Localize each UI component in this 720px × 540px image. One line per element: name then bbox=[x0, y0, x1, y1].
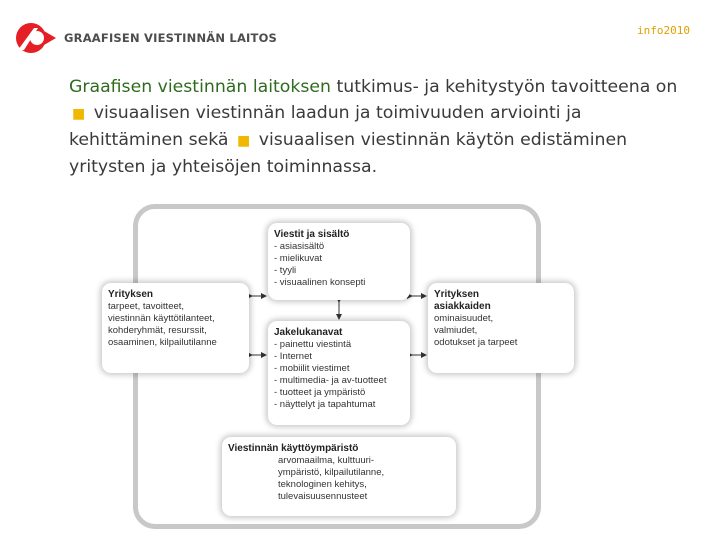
box-environment-line: teknologinen kehitys, bbox=[278, 479, 367, 490]
logo-text: GRAAFISEN VIESTINNÄN LAITOS bbox=[64, 31, 278, 45]
box-company-line: viestinnän käyttötilanteet, bbox=[108, 313, 215, 324]
box-company-line: kohderyhmät, resurssit, bbox=[108, 325, 207, 336]
box-channels-line: - näyttelyt ja tapahtumat bbox=[274, 399, 376, 410]
box-channels-line: - tuotteet ja ympäristö bbox=[274, 387, 366, 398]
bullet-icon: ■ bbox=[72, 106, 86, 122]
box-customers-title-2: asiakkaiden bbox=[434, 301, 491, 312]
bullet-icon: ■ bbox=[237, 133, 251, 149]
intro-strong: Graafisen viestinnän laitoksen bbox=[69, 77, 331, 97]
intro-text-2: visuaalisen viestinnän laadun ja toimivuuden arviointi ja kehittäminen sekä bbox=[69, 103, 582, 150]
box-channels-line: - painettu viestintä bbox=[274, 339, 352, 350]
intro-paragraph bbox=[69, 74, 699, 180]
intro-text-3: visuaalisen viestinnän käytön edistäminen yritysten ja yhteisöjen toiminnassa. bbox=[69, 130, 628, 177]
box-content-line: - asiasisältö bbox=[274, 241, 325, 252]
laitos-logo-icon bbox=[14, 20, 56, 56]
box-environment-line: tulevaisuusennusteet bbox=[278, 491, 368, 502]
box-channels-line: - multimedia- ja av-tuotteet bbox=[274, 375, 387, 386]
box-channels bbox=[268, 321, 410, 425]
box-customers-line: valmiudet, bbox=[434, 325, 478, 336]
box-channels-title: Jakelukanavat bbox=[274, 327, 343, 338]
box-company-line: tarpeet, tavoitteet, bbox=[108, 301, 185, 312]
box-environment-title: Viestinnän käyttöympäristö bbox=[228, 443, 359, 454]
box-customers-line: ominaisuudet, bbox=[434, 313, 494, 324]
box-customers bbox=[428, 283, 574, 373]
box-customers-line: odotukset ja tarpeet bbox=[434, 337, 518, 348]
box-channels-line: - Internet bbox=[274, 351, 313, 362]
box-content bbox=[268, 223, 410, 300]
box-customers-title: Yrityksen bbox=[434, 289, 480, 300]
box-environment bbox=[222, 437, 456, 516]
box-content-line: - visuaalinen konsepti bbox=[274, 277, 366, 288]
box-company bbox=[102, 283, 249, 373]
box-environment-line: ympäristö, kilpailutilanne, bbox=[278, 467, 385, 478]
box-content-line: - tyyli bbox=[274, 265, 297, 276]
info-tag: info2010 bbox=[637, 24, 690, 37]
box-company-line: osaaminen, kilpailutilanne bbox=[108, 337, 217, 348]
box-content-line: - mielikuvat bbox=[274, 253, 323, 264]
intro-text-1: tutkimus- ja kehitystyön tavoitteena on bbox=[330, 77, 678, 97]
box-channels-line: - mobiilit viestimet bbox=[274, 363, 350, 374]
box-content-title: Viestit ja sisältö bbox=[274, 229, 350, 240]
box-company-title: Yrityksen bbox=[108, 289, 154, 300]
box-environment-line: arvomaailma, kulttuuri- bbox=[278, 455, 375, 466]
logo bbox=[14, 20, 277, 56]
